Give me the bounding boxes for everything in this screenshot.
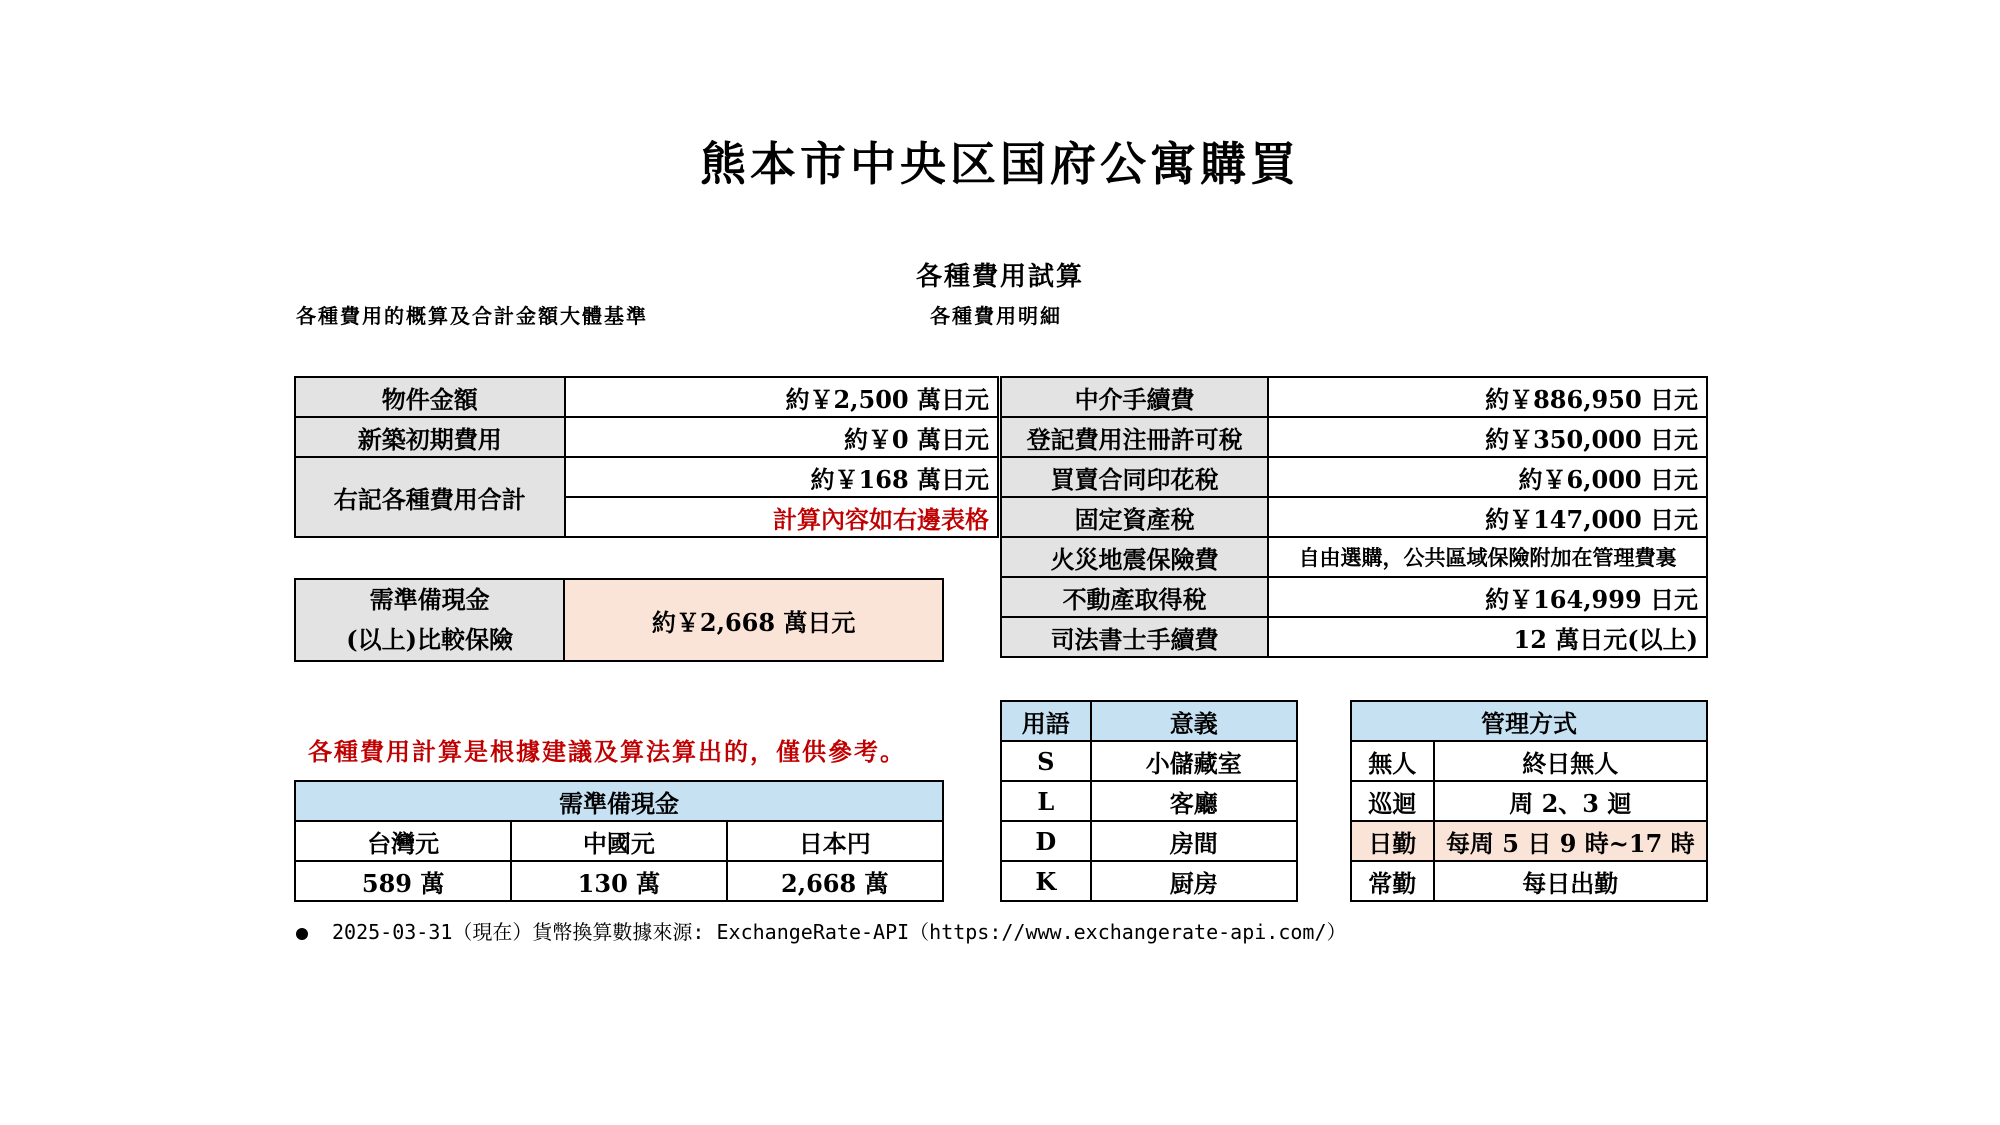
table-row xyxy=(1001,377,1707,417)
management-type: 巡迴 xyxy=(1351,781,1434,821)
currency-column-jpy: 日本円 xyxy=(727,821,943,861)
summary-table xyxy=(294,376,999,538)
fees-total-value: 約￥168 萬日元 xyxy=(565,457,998,497)
section-subtitle: 各種費用試算 xyxy=(915,262,1084,292)
fees-total-label: 右記各種費用合計 xyxy=(295,457,565,537)
terms-table xyxy=(1000,700,1298,902)
table-row xyxy=(1351,861,1707,901)
fee-details-table xyxy=(1000,376,1708,658)
table-row xyxy=(1001,577,1707,617)
fee-value: 12 萬日元(以上) xyxy=(1268,617,1707,657)
fee-value: 自由選購，公共區域保險附加在管理費裏 xyxy=(1268,537,1707,577)
currency-table-header: 需準備現金 xyxy=(295,781,943,821)
cash-needed-value: 約￥2,668 萬日元 xyxy=(564,579,943,661)
fees-total-note: 計算內容如右邊表格 xyxy=(565,497,998,537)
term-meaning: 小儲藏室 xyxy=(1091,741,1297,781)
initial-cost-value: 約￥0 萬日元 xyxy=(565,417,998,457)
fee-label: 買賣合同印花稅 xyxy=(1001,457,1268,497)
table-row xyxy=(1001,861,1297,901)
fee-label: 火災地震保險費 xyxy=(1001,537,1268,577)
property-price-label: 物件金額 xyxy=(295,377,565,417)
estimate-disclaimer: 各種費用計算是根據建議及算法算出的，僅供參考。 xyxy=(308,737,906,766)
fee-label: 固定資產稅 xyxy=(1001,497,1268,537)
table-row xyxy=(1351,781,1707,821)
fee-label: 中介手續費 xyxy=(1001,377,1268,417)
page-title: 熊本市中央区国府公寓購買 xyxy=(700,137,1300,191)
initial-cost-label: 新築初期費用 xyxy=(295,417,565,457)
term-meaning: 房間 xyxy=(1091,821,1297,861)
bullet-icon xyxy=(296,928,308,940)
terms-header-meaning: 意義 xyxy=(1091,701,1297,741)
management-detail: 每日出勤 xyxy=(1434,861,1707,901)
table-row xyxy=(1001,497,1707,537)
management-table xyxy=(1350,700,1708,902)
management-detail: 每周 5 日 9 時~17 時 xyxy=(1434,821,1707,861)
fee-value: 約￥350,000 日元 xyxy=(1268,417,1707,457)
table-row xyxy=(295,781,943,821)
table-row xyxy=(1001,617,1707,657)
table-row xyxy=(1001,457,1707,497)
table-row xyxy=(1351,741,1707,781)
fee-value: 約￥164,999 日元 xyxy=(1268,577,1707,617)
fee-value: 約￥147,000 日元 xyxy=(1268,497,1707,537)
term-meaning: 客廳 xyxy=(1091,781,1297,821)
exchange-rate-footnote xyxy=(296,916,1347,945)
term-code: K xyxy=(1001,861,1091,901)
fee-value: 約￥886,950 日元 xyxy=(1268,377,1707,417)
management-type: 日勤 xyxy=(1351,821,1434,861)
fee-label: 司法書士手續費 xyxy=(1001,617,1268,657)
currency-value-cny: 130 萬 xyxy=(511,861,726,901)
table-row xyxy=(1001,537,1707,577)
property-price-value: 約￥2,500 萬日元 xyxy=(565,377,998,417)
cash-needed-label xyxy=(295,579,564,661)
table-row xyxy=(1001,741,1297,781)
terms-header-term: 用語 xyxy=(1001,701,1091,741)
management-type: 無人 xyxy=(1351,741,1434,781)
fees-caption: 各種費用明細 xyxy=(930,304,1062,328)
currency-column-twd: 台灣元 xyxy=(295,821,511,861)
currency-column-cny: 中國元 xyxy=(511,821,726,861)
cash-needed-label-line1: 需準備現金 xyxy=(369,585,490,614)
table-row xyxy=(1001,701,1297,741)
currency-table xyxy=(294,780,944,902)
table-row xyxy=(1001,781,1297,821)
table-row xyxy=(295,821,943,861)
management-header: 管理方式 xyxy=(1351,701,1707,741)
table-row xyxy=(295,417,998,457)
table-row xyxy=(1351,821,1707,861)
term-code: D xyxy=(1001,821,1091,861)
management-type: 常勤 xyxy=(1351,861,1434,901)
cash-needed-table xyxy=(294,578,944,662)
currency-value-twd: 589 萬 xyxy=(295,861,511,901)
fee-value: 約￥6,000 日元 xyxy=(1268,457,1707,497)
management-detail: 終日無人 xyxy=(1434,741,1707,781)
summary-caption: 各種費用的概算及合計金額大體基準 xyxy=(296,304,648,328)
cash-needed-label-line2: (以上)比較保險 xyxy=(346,625,513,654)
table-row xyxy=(1001,821,1297,861)
term-code: S xyxy=(1001,741,1091,781)
term-meaning: 厨房 xyxy=(1091,861,1297,901)
table-row xyxy=(1351,701,1707,741)
table-row xyxy=(295,861,943,901)
fee-label: 不動產取得稅 xyxy=(1001,577,1268,617)
fee-label: 登記費用注冊許可稅 xyxy=(1001,417,1268,457)
table-row xyxy=(295,579,943,661)
table-row xyxy=(1001,417,1707,457)
footnote-text: 2025-03-31（現在）貨幣換算數據來源: ExchangeRate-API（https://www.exchangerate-api.com/） xyxy=(332,920,1347,944)
management-detail: 周 2、3 迴 xyxy=(1434,781,1707,821)
table-row xyxy=(295,457,998,497)
term-code: L xyxy=(1001,781,1091,821)
table-row xyxy=(295,377,998,417)
currency-value-jpy: 2,668 萬 xyxy=(727,861,943,901)
